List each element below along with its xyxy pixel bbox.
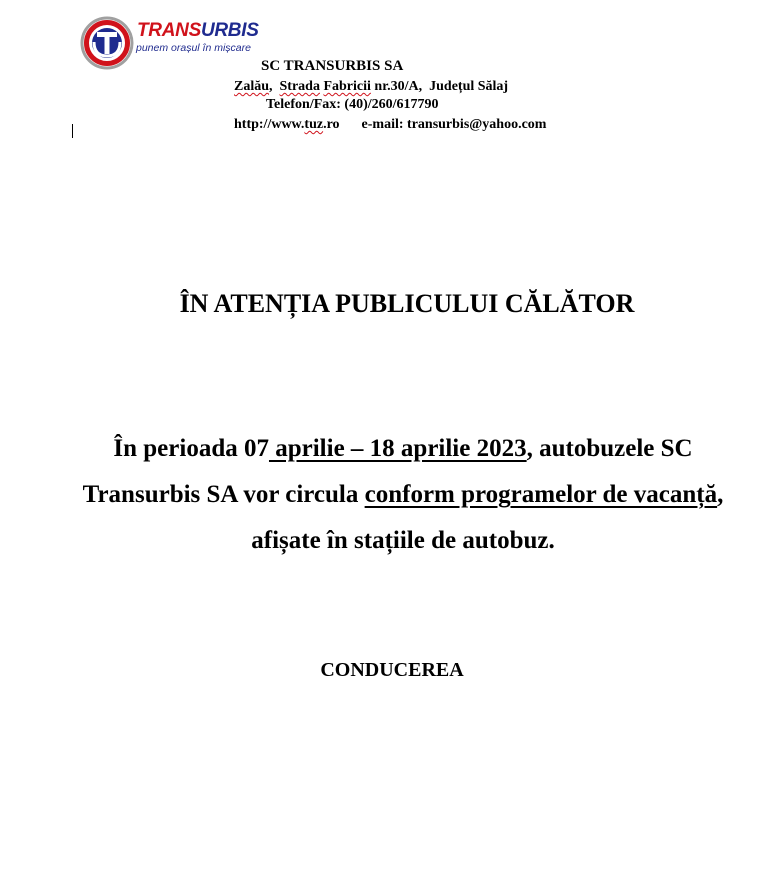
address-city: Zalău [234,79,270,94]
company-name: SC TRANSURBIS SA [261,58,404,74]
logo-wordmark [137,21,259,40]
company-phone: Telefon/Fax: (40)/260/617790 [266,97,439,112]
website-prefix: http://www. [234,117,305,132]
text-cursor [72,124,73,138]
address-street-name: Fabricii [323,79,371,94]
transurbis-emblem-icon [80,16,134,70]
website-suffix: .ro [323,117,340,132]
company-address [234,79,508,95]
address-separator: , [269,79,280,94]
logo-slogan: punem orașul în mișcare [136,42,251,54]
address-rest: nr.30/A, Județul Sălaj [370,79,509,94]
company-contact-line [234,117,546,133]
notice-intro: În perioada 07 [113,435,269,462]
logo-wordmark-urbis: URBIS [200,20,259,41]
notice-end: , afișate în stațiile de autobuz. [251,481,724,554]
notice-schedule: conform programelor de vacanță [364,481,718,508]
logo-wordmark-trans: TRANS [137,20,201,41]
notice-headline: ÎN ATENȚIA PUBLICULUI CĂLĂTOR [179,289,635,318]
signature: CONDUCEREA [320,659,464,681]
notice-body [80,426,726,564]
company-logo [80,16,280,74]
company-email: e-mail: transurbis@yahoo.com [361,117,547,132]
address-street-word: Strada [279,79,320,94]
notice-period: aprilie – 18 aprilie 2023 [268,435,527,462]
notice-middle: , autobuzele SC Transurbis SA vor circula [82,435,693,508]
website-domain: tuz [304,117,324,132]
